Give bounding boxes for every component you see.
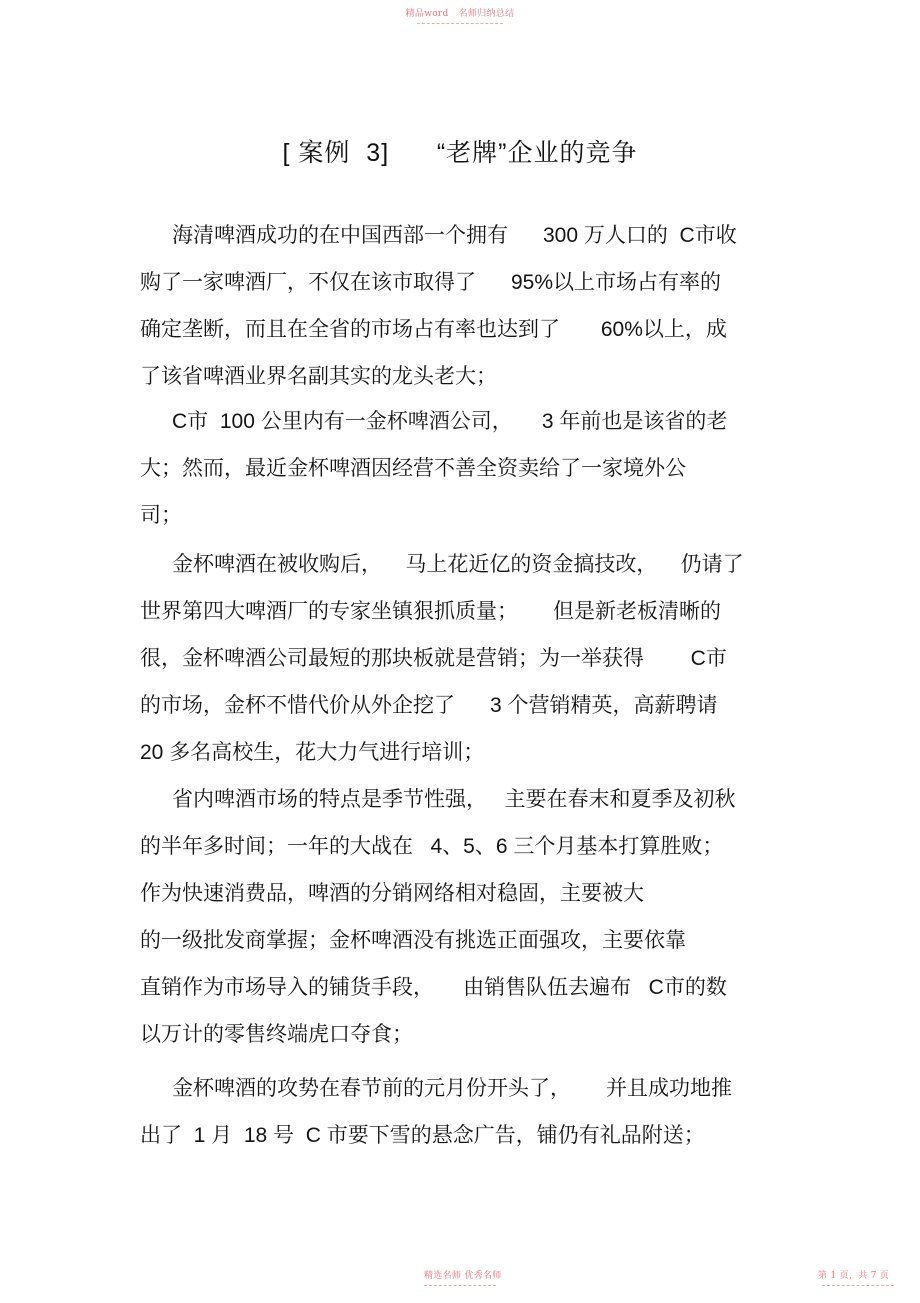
paragraph-line: 海清啤酒成功的在中国西部一个拥有 300 万人口的 C市收 (172, 224, 737, 247)
paragraph-line: 直销作为市场导入的铺货手段， 由销售队伍去遍布 C市的数 (140, 976, 727, 999)
paragraph-line: 金杯啤酒在被收购后， 马上花近亿的资金搞技改， 仍请了 (172, 553, 744, 576)
footer-right-divider (822, 1285, 894, 1286)
paragraph-3 (140, 541, 744, 776)
paragraph-line: 购了一家啤酒厂，不仅在该市取得了 95%以上市场占有率的 (140, 271, 722, 294)
paragraph-line: 世界第四大啤酒厂的专家坐镇狠抓质量； 但是新老板清晰的 (140, 600, 722, 623)
paragraph-1 (140, 212, 737, 400)
page-footer-left (424, 1268, 502, 1286)
paragraph-line: 大；然而，最近金杯啤酒因经营不善全资卖给了一家境外公 (140, 457, 686, 480)
paragraph-4 (140, 776, 736, 1058)
paragraph-line: 很，金杯啤酒公司最短的那块板就是营销；为一举获得 C市 (140, 647, 727, 670)
paragraph-line: 的市场，金杯不惜代价从外企挖了 3 个营销精英，高薪聘请 (140, 694, 718, 717)
paragraph-line: 省内啤酒市场的特点是季节性强， 主要在春末和夏季及初秋 (172, 788, 736, 811)
paragraph-line: 以万计的零售终端虎口夺食； (140, 1023, 413, 1046)
header-right-text: 名师归纳总结 (458, 9, 515, 19)
paragraph-5 (140, 1065, 732, 1159)
paragraph-line: 作为快速消费品，啤酒的分销网络相对稳固，主要被大 (140, 882, 644, 905)
paragraph-line: 了该省啤酒业界名副其实的龙头老大； (140, 365, 497, 388)
paragraph-line: 司； (140, 504, 182, 527)
paragraph-line: 金杯啤酒的攻势在春节前的元月份开头了， 并且成功地推 (172, 1077, 733, 1100)
paragraph-line: 的半年多时间；一年的大战在 4、5、6 三个月基本打算胜败； (140, 835, 724, 858)
page-number-text: 第 1 页，共 7 页 (818, 1271, 890, 1281)
paragraph-line: 20 多名高校生，花大力气进行培训； (140, 741, 485, 764)
page-footer-right (818, 1268, 894, 1286)
header-left-text: 精品word (405, 9, 449, 19)
footer-left-divider (424, 1285, 496, 1286)
paragraph-line: 出了 1 月 18 号 C 市要下雪的悬念广告，铺仍有礼品附送； (140, 1124, 705, 1147)
paragraph-line: 确定垄断，而且在全省的市场占有率也达到了 60%以上，成 (140, 318, 727, 341)
paragraph-line: C市 100 公里内有一金杯啤酒公司， 3 年前也是该省的老 (172, 410, 728, 433)
footer-left-text: 精选名师 优秀名师 (424, 1271, 502, 1281)
page-header (0, 6, 920, 24)
paragraph-2 (140, 398, 727, 539)
paragraph-line: 的一级批发商掌握；金杯啤酒没有挑选正面强攻，主要依靠 (140, 929, 686, 952)
header-divider (417, 23, 503, 24)
document-title: [ 案例 3] “老牌”企业的竞争 (282, 138, 638, 167)
